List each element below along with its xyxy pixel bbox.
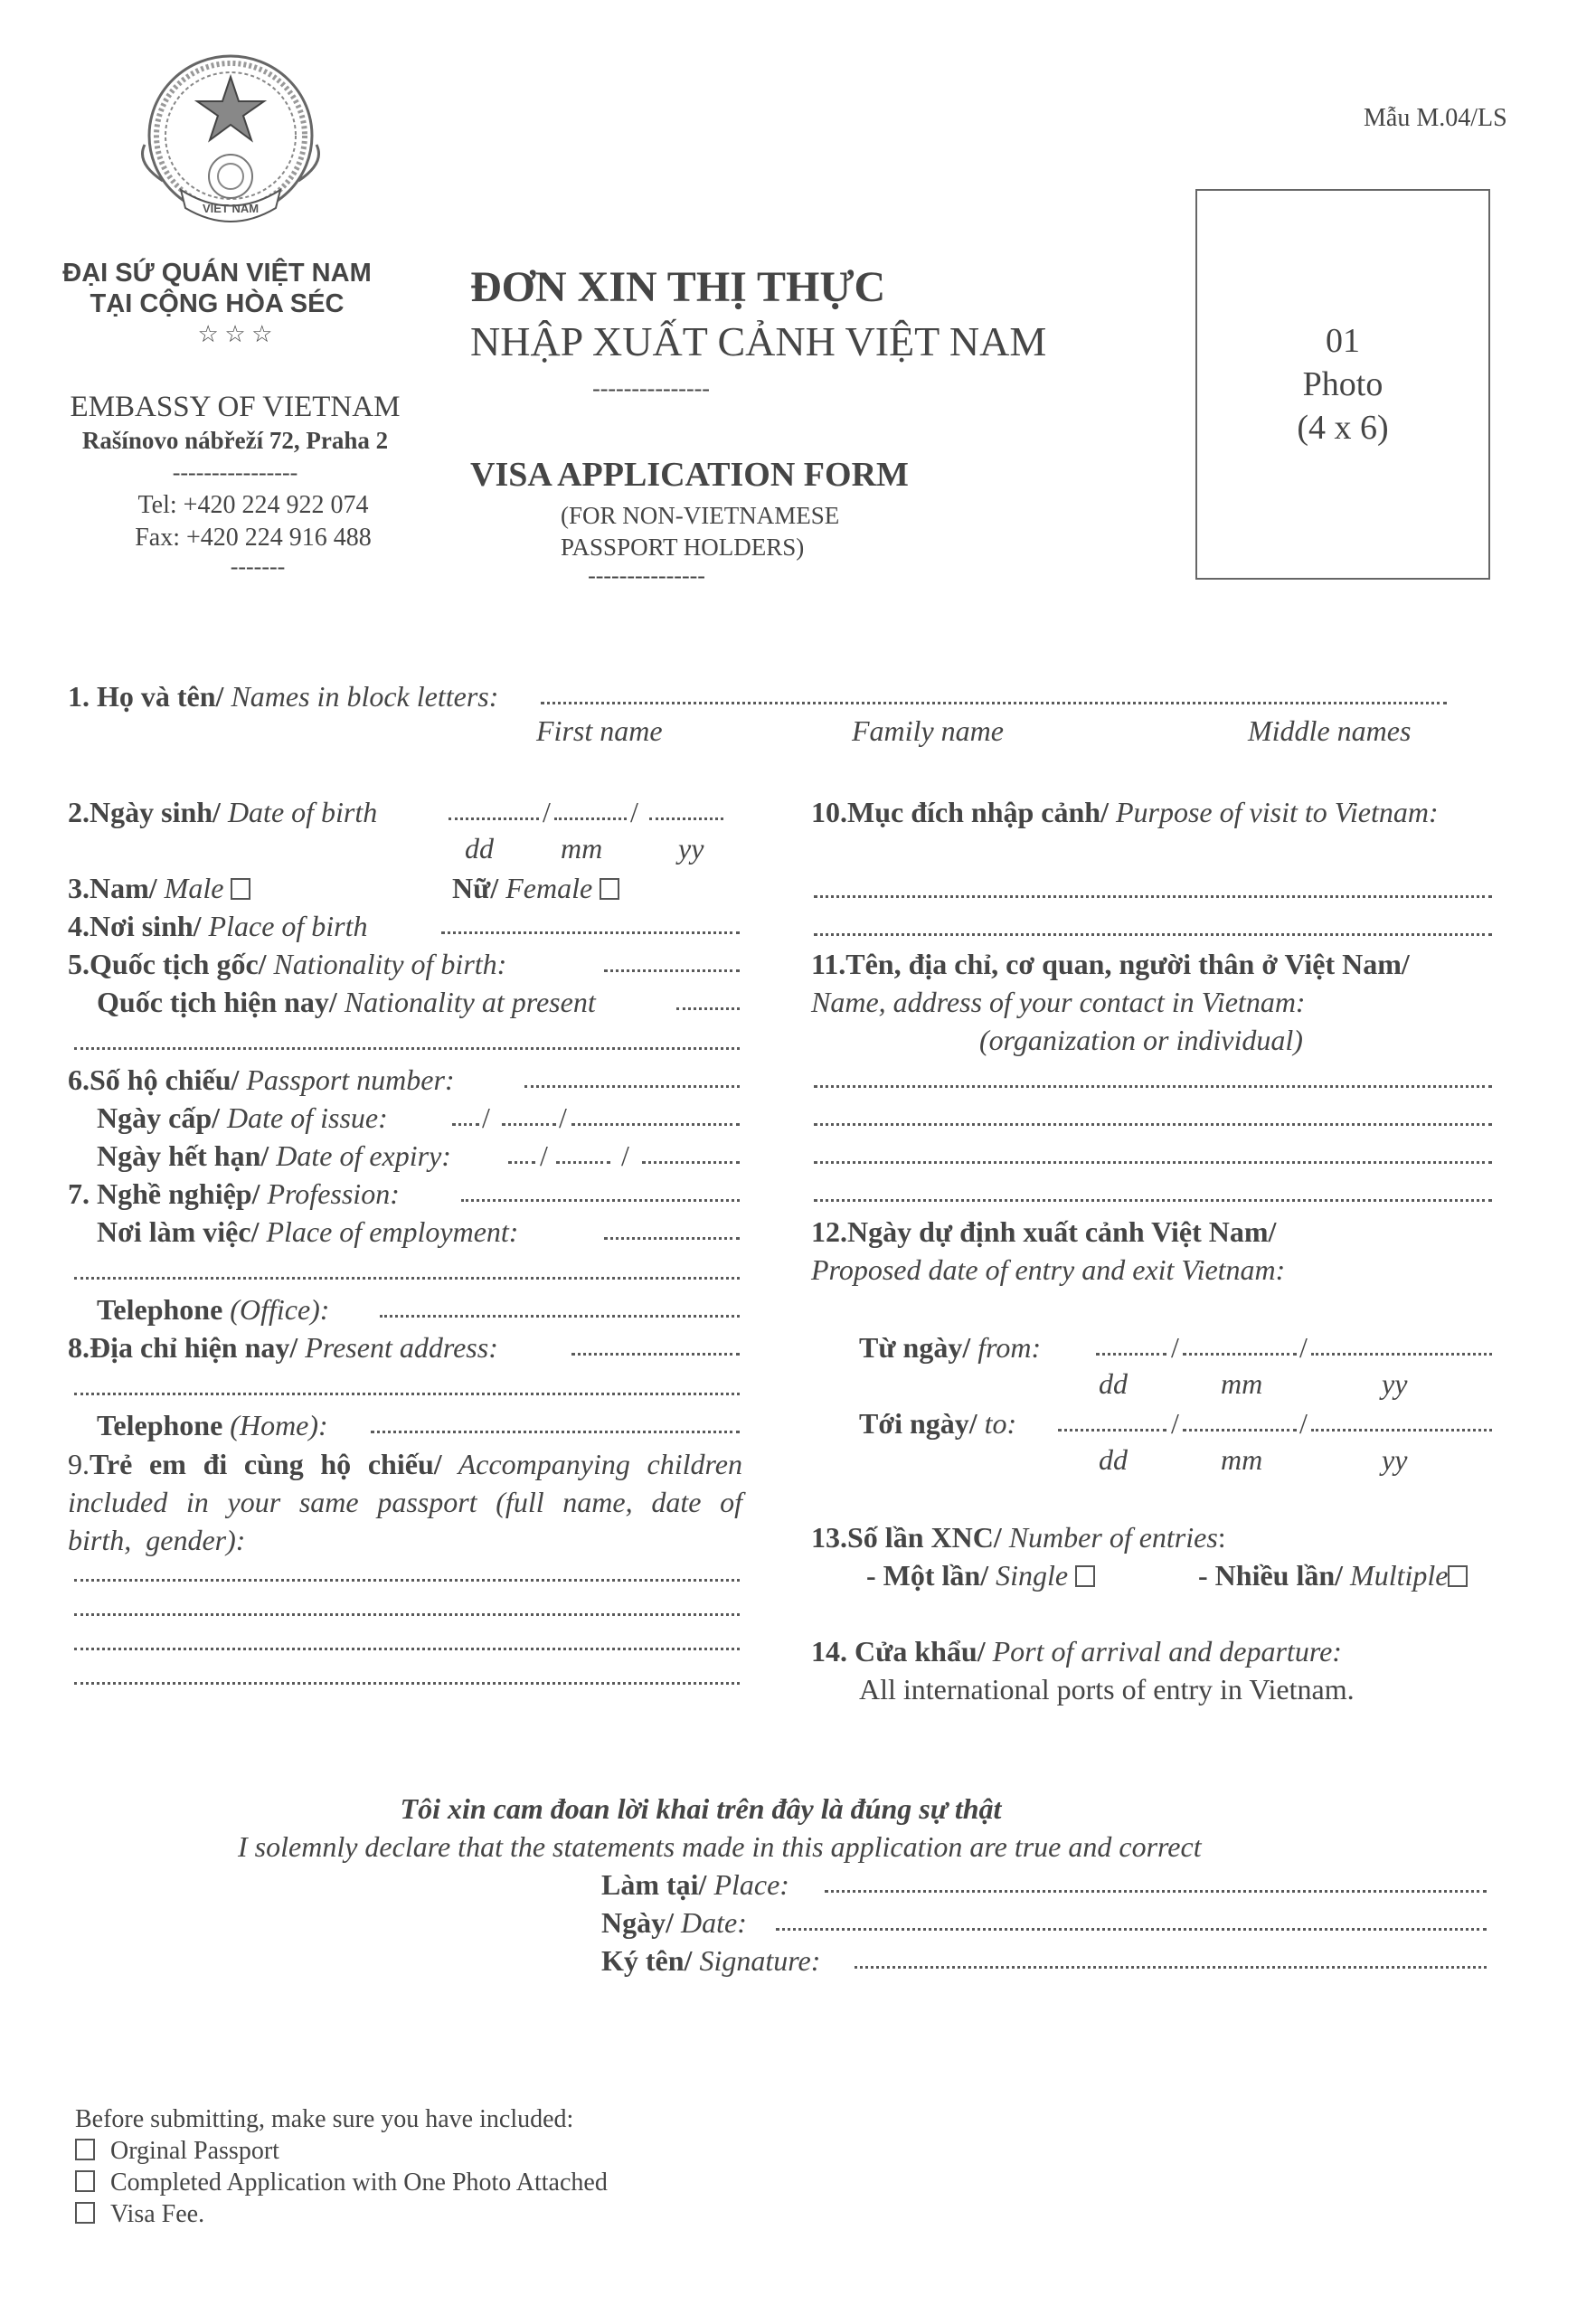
- to-year-input[interactable]: [1311, 1429, 1492, 1432]
- date-separator: /: [621, 1139, 629, 1172]
- visa-fee-checkbox[interactable]: [75, 2198, 95, 2220]
- field-2-label: 2.Ngày sinh/ Date of birth: [68, 796, 378, 828]
- date-separator: /: [1299, 1407, 1308, 1440]
- multiple-entry-option: - Nhiều lần/ Multiple: [1198, 1557, 1468, 1593]
- title-vn-line1: ĐƠN XIN THỊ THỰC: [470, 263, 886, 311]
- present-address-input-line2[interactable]: [74, 1393, 740, 1395]
- children-input-line4[interactable]: [74, 1682, 740, 1685]
- from-day-input[interactable]: [1096, 1353, 1166, 1356]
- single-entry-checkbox[interactable]: [1075, 1557, 1095, 1579]
- photo-label: Photo: [1302, 365, 1384, 403]
- embassy-fax: Fax: +420 224 916 488: [135, 524, 372, 552]
- field-6-label: 6.Số hộ chiếu/ Passport number:: [68, 1063, 455, 1096]
- place-of-employment-label: Nơi làm việc/ Place of employment:: [97, 1215, 519, 1248]
- telephone-home-label: Telephone (Home):: [97, 1409, 328, 1441]
- photo-placeholder[interactable]: [1195, 189, 1490, 580]
- contact-input-line1[interactable]: [814, 1085, 1492, 1088]
- field-8-label: 8.Địa chỉ hiện nay/ Present address:: [68, 1331, 498, 1364]
- date-separator: /: [1171, 1331, 1179, 1364]
- field-7-label: 7. Nghề nghiệp/ Profession:: [68, 1177, 400, 1210]
- field-3-male: 3.Nam/ Male: [68, 870, 250, 906]
- expiry-day-input[interactable]: [508, 1161, 535, 1164]
- subtitle-en-line1: (FOR NON-VIETNAMESE: [561, 502, 840, 529]
- subtitle-en-line2: PASSPORT HOLDERS): [561, 534, 805, 561]
- embassy-name-vn-line1: ĐẠI SỨ QUÁN VIỆT NAM: [62, 259, 372, 288]
- vietnam-national-emblem-icon: [127, 45, 335, 244]
- dd-hint: dd: [1099, 1367, 1128, 1400]
- yy-hint: yy: [678, 832, 704, 865]
- date-of-issue-label: Ngày cấp/ Date of issue:: [97, 1101, 388, 1134]
- place-of-birth-input[interactable]: [441, 931, 740, 934]
- separator: ----------------: [172, 459, 298, 486]
- telephone-office-input[interactable]: [380, 1315, 740, 1318]
- present-address-input[interactable]: [571, 1353, 740, 1356]
- dd-hint: dd: [1099, 1443, 1128, 1476]
- profession-input[interactable]: [461, 1199, 740, 1202]
- checklist-item: Visa Fee.: [75, 2198, 608, 2230]
- issue-year-input[interactable]: [571, 1123, 740, 1126]
- photo-count: 01: [1326, 322, 1360, 360]
- dob-month-input[interactable]: [554, 817, 627, 820]
- field-9-label: 9.Trẻ em đi cùng hộ chiếu/ Accompanying children included in your same passport (full name, date of birth, gender):: [68, 1448, 743, 1556]
- yy-hint: yy: [1382, 1367, 1408, 1400]
- contact-input-line4[interactable]: [814, 1199, 1492, 1202]
- nationality-present-input-line2[interactable]: [74, 1047, 740, 1050]
- separator: ---------------: [588, 562, 705, 589]
- date-separator: /: [1171, 1407, 1179, 1440]
- multiple-entry-checkbox[interactable]: [1448, 1557, 1468, 1579]
- to-date-label: Tới ngày/ to:: [859, 1407, 1017, 1440]
- signature-label: Ký tên/ Signature:: [601, 1944, 821, 1977]
- field-14-label: 14. Cửa khẩu/ Port of arrival and departure:: [811, 1635, 1342, 1668]
- title-en: VISA APPLICATION FORM: [470, 456, 909, 494]
- children-input-line3[interactable]: [74, 1648, 740, 1650]
- title-vn-line2: NHẬP XUẤT CẢNH VIỆT NAM: [470, 318, 1047, 364]
- place-of-employment-input-line2[interactable]: [74, 1277, 740, 1280]
- middle-names-hint: Middle names: [1248, 714, 1412, 747]
- embassy-tel: Tel: +420 224 922 074: [137, 491, 369, 519]
- svg-text:VIET NAM: VIET NAM: [202, 202, 260, 215]
- separator: ---------------: [592, 375, 710, 402]
- field-5-label: 5.Quốc tịch gốc/ Nationality of birth:: [68, 948, 507, 980]
- dd-hint: dd: [465, 832, 494, 865]
- embassy-address: Rašínovo nábřeží 72, Praha 2: [81, 427, 389, 454]
- form-code: Mẫu M.04/LS: [1364, 104, 1507, 132]
- declaration-vn: Tôi xin cam đoan lời khai trên đây là đúng sự thật: [400, 1792, 1002, 1825]
- date-label: Ngày/ Date:: [601, 1906, 747, 1939]
- female-checkbox[interactable]: [600, 870, 619, 892]
- date-separator: /: [482, 1101, 490, 1134]
- field-10-label: 10.Mục đích nhập cảnh/ Purpose of visit to Vietnam:: [811, 796, 1439, 828]
- date-separator: /: [1299, 1331, 1308, 1364]
- checklist-title: Before submitting, make sure you have included:: [75, 2105, 574, 2133]
- mm-hint: mm: [1221, 1367, 1263, 1400]
- embassy-name-en: EMBASSY OF VIETNAM: [70, 391, 401, 423]
- completed-application-checkbox[interactable]: [75, 2167, 95, 2188]
- passport-number-input[interactable]: [524, 1085, 740, 1088]
- date-separator: /: [540, 1139, 548, 1172]
- field-4-label: 4.Nơi sinh/ Place of birth: [68, 910, 368, 942]
- field-5-present-label: Quốc tịch hiện nay/ Nationality at present: [97, 986, 596, 1018]
- male-checkbox[interactable]: [231, 870, 250, 892]
- checklist: [75, 2103, 608, 2230]
- field-3-female: Nữ/ Female: [452, 870, 619, 906]
- from-date-label: Từ ngày/ from:: [859, 1331, 1042, 1364]
- photo-size: (4 x 6): [1297, 409, 1389, 447]
- from-month-input[interactable]: [1183, 1353, 1297, 1356]
- field-1-label: 1. Họ và tên/ Names in block letters:: [68, 680, 499, 713]
- issue-month-input[interactable]: [502, 1123, 556, 1126]
- signature-input[interactable]: [855, 1966, 1487, 1969]
- place-of-employment-input[interactable]: [604, 1237, 740, 1240]
- to-day-input[interactable]: [1058, 1429, 1166, 1432]
- expiry-year-input[interactable]: [642, 1161, 740, 1164]
- stars-decoration: ☆ ☆ ☆: [197, 321, 273, 347]
- field-11-en2: (organization or individual): [979, 1024, 1303, 1056]
- family-name-hint: Family name: [852, 714, 1004, 747]
- single-entry-option: - Một lần/ Single: [866, 1557, 1095, 1593]
- date-input[interactable]: [776, 1928, 1487, 1931]
- embassy-name-vn-line2: TẠI CỘNG HÒA SÉC: [90, 289, 345, 318]
- children-input-line2[interactable]: [74, 1613, 740, 1616]
- full-name-input[interactable]: [541, 702, 1447, 704]
- to-month-input[interactable]: [1183, 1429, 1297, 1432]
- first-name-hint: First name: [536, 714, 663, 747]
- telephone-office-label: Telephone (Office):: [97, 1293, 330, 1326]
- field-13-label: 13.Số lần XNC/ Number of entries:: [811, 1521, 1226, 1554]
- date-of-expiry-label: Ngày hết hạn/ Date of expiry:: [97, 1139, 451, 1172]
- field-12-label: 12.Ngày dự định xuất cảnh Việt Nam/: [811, 1215, 1277, 1248]
- nationality-of-birth-input[interactable]: [604, 969, 740, 972]
- date-separator: /: [543, 796, 551, 828]
- contact-input-line2[interactable]: [814, 1123, 1492, 1126]
- place-input[interactable]: [825, 1890, 1487, 1893]
- expiry-month-input[interactable]: [556, 1161, 610, 1164]
- separator: -------: [230, 553, 286, 580]
- contact-input-line3[interactable]: [814, 1161, 1492, 1164]
- issue-day-input[interactable]: [452, 1123, 479, 1126]
- nationality-present-input[interactable]: [676, 1007, 740, 1010]
- mm-hint: mm: [561, 832, 603, 865]
- field-12-en: Proposed date of entry and exit Vietnam:: [811, 1253, 1286, 1286]
- mm-hint: mm: [1221, 1443, 1263, 1476]
- embassy-name-vn: [36, 258, 398, 319]
- dob-year-input[interactable]: [649, 817, 723, 820]
- original-passport-checkbox[interactable]: [75, 2135, 95, 2157]
- dob-day-input[interactable]: [449, 817, 539, 820]
- checklist-item: Orginal Passport: [75, 2135, 608, 2167]
- date-separator: /: [630, 796, 638, 828]
- field-11-en: Name, address of your contact in Vietnam:: [811, 986, 1306, 1018]
- place-label: Làm tại/ Place:: [601, 1868, 789, 1901]
- field-11-label: 11.Tên, địa chỉ, cơ quan, người thân ở Việt Nam/: [811, 948, 1410, 980]
- checklist-item: Completed Application with One Photo Attached: [75, 2167, 608, 2198]
- purpose-input-line2[interactable]: [814, 933, 1492, 936]
- children-input-line1[interactable]: [74, 1579, 740, 1582]
- telephone-home-input[interactable]: [371, 1431, 740, 1433]
- yy-hint: yy: [1382, 1443, 1408, 1476]
- date-separator: /: [559, 1101, 567, 1134]
- port-of-entry-value: All international ports of entry in Vietnam.: [859, 1673, 1355, 1706]
- declaration-en: I solemnly declare that the statements made in this application are true and correct: [238, 1830, 1202, 1863]
- purpose-input-line1[interactable]: [814, 895, 1492, 898]
- from-year-input[interactable]: [1311, 1353, 1492, 1356]
